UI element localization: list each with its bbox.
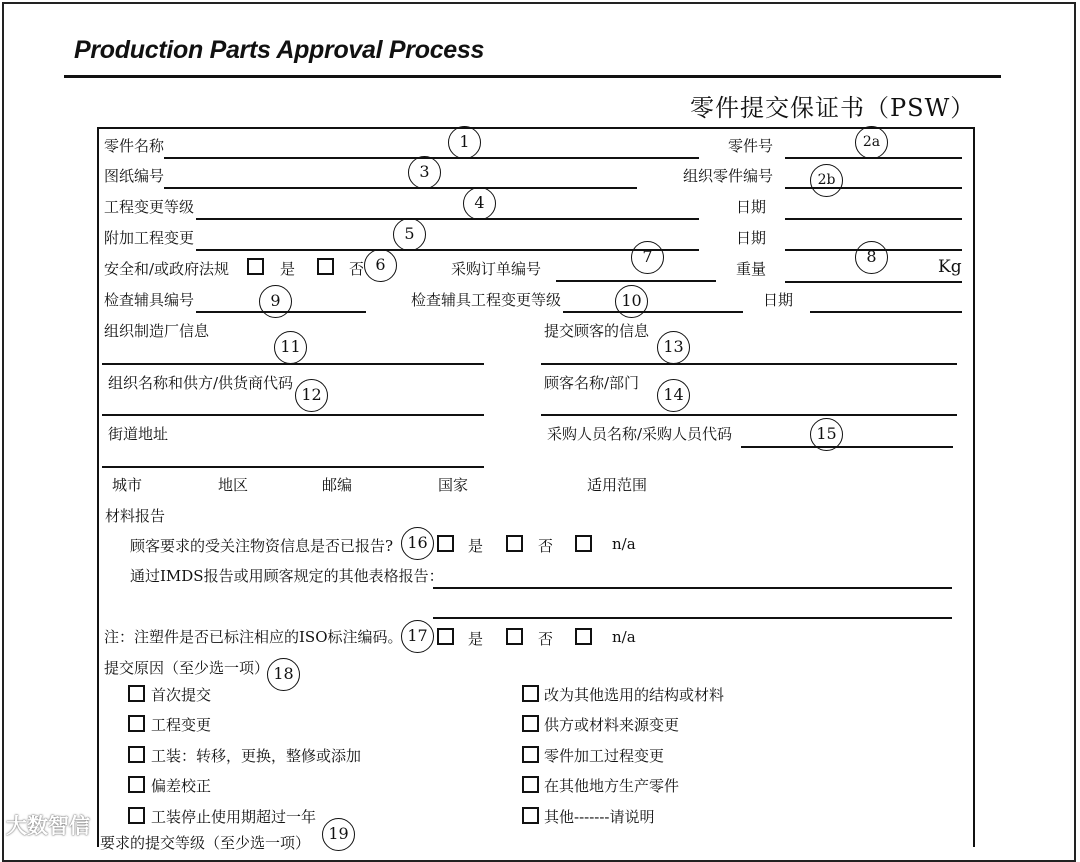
reason-label-other: 其他-------请说明 xyxy=(544,808,655,826)
marker-19: 19 xyxy=(322,818,355,851)
safety-regulation-label: 安全和/或政府法规 xyxy=(104,260,230,278)
customer-dept-label: 顾客名称/部门 xyxy=(544,374,640,392)
form-title: 零件提交保证书（PSW） xyxy=(690,94,976,122)
part-number-label: 零件号 xyxy=(728,137,774,155)
org-part-number-label: 组织零件编号 xyxy=(683,167,774,185)
marker-2b: 2b xyxy=(810,164,843,197)
substances-yes-label: 是 xyxy=(468,537,484,555)
weight-unit: Kg xyxy=(938,257,962,277)
reason-label-supplier-change: 供方或材料来源变更 xyxy=(544,716,680,734)
marker-18: 18 xyxy=(267,658,300,691)
marker-7: 7 xyxy=(631,241,664,274)
drawing-number-label: 图纸编号 xyxy=(104,167,165,185)
substances-na-label: n/a xyxy=(612,535,636,553)
date-field-3[interactable] xyxy=(810,311,962,313)
marker-14: 14 xyxy=(657,379,690,412)
reason-label-deviation: 偏差校正 xyxy=(151,777,212,795)
reason-checkbox-eng-change[interactable] xyxy=(128,715,145,732)
checking-aid-number-label: 检查辅具编号 xyxy=(104,291,195,309)
checking-aid-change-level-field[interactable] xyxy=(563,311,743,313)
reason-checkbox-tooling[interactable] xyxy=(128,746,145,763)
reason-checkbox-supplier-change[interactable] xyxy=(522,715,539,732)
eng-change-level-field[interactable] xyxy=(196,218,699,220)
iso-na-checkbox[interactable] xyxy=(575,628,592,645)
form-top-border xyxy=(97,127,975,129)
buyer-name-code-field[interactable] xyxy=(741,446,953,448)
marker-15: 15 xyxy=(810,418,843,451)
header-rule xyxy=(64,75,1001,78)
buyer-name-code-label: 采购人员名称/采购人员代码 xyxy=(547,425,733,443)
safety-no-checkbox[interactable] xyxy=(317,258,334,275)
weight-label: 重量 xyxy=(736,260,767,278)
weight-field[interactable] xyxy=(785,281,962,283)
iso-no-checkbox[interactable] xyxy=(506,628,523,645)
submission-level-label: 要求的提交等级（至少选一项） xyxy=(100,834,311,852)
reason-checkbox-other-location[interactable] xyxy=(522,776,539,793)
region-label: 地区 xyxy=(218,476,249,494)
imds-field-1[interactable] xyxy=(433,587,952,589)
marker-4: 4 xyxy=(463,187,496,220)
substances-yes-checkbox[interactable] xyxy=(437,535,454,552)
safety-yes-label: 是 xyxy=(280,260,296,278)
date-label-1: 日期 xyxy=(736,198,767,216)
marker-8: 8 xyxy=(855,241,888,274)
reason-checkbox-other[interactable] xyxy=(522,807,539,824)
substances-no-checkbox[interactable] xyxy=(506,535,523,552)
street-label: 街道地址 xyxy=(108,425,169,443)
reason-label-initial: 首次提交 xyxy=(151,686,212,704)
marker-12: 12 xyxy=(295,379,328,412)
reason-checkbox-tooling-inactive[interactable] xyxy=(128,807,145,824)
iso-no-label: 否 xyxy=(538,630,554,648)
customer-info-label: 提交顾客的信息 xyxy=(544,322,650,340)
country-label: 国家 xyxy=(438,476,469,494)
safety-no-label: 否 xyxy=(349,260,365,278)
imds-field-2[interactable] xyxy=(433,617,952,619)
city-label: 城市 xyxy=(112,476,143,494)
iso-yes-checkbox[interactable] xyxy=(437,628,454,645)
iso-note-label: 注：注塑件是否已标注相应的ISO标注编码。 xyxy=(104,628,403,646)
page-header: Production Parts Approval Process xyxy=(74,36,485,64)
drawing-number-field[interactable] xyxy=(164,187,637,189)
reason-checkbox-initial[interactable] xyxy=(128,685,145,702)
marker-3: 3 xyxy=(408,156,441,189)
marker-17: 17 xyxy=(401,620,434,653)
marker-1: 1 xyxy=(448,126,481,159)
watermark: 大数智信 xyxy=(6,814,90,838)
form-left-border xyxy=(97,127,99,847)
marker-11: 11 xyxy=(274,331,307,364)
date-label-2: 日期 xyxy=(736,229,767,247)
substances-na-checkbox[interactable] xyxy=(575,535,592,552)
mfg-info-label: 组织制造厂信息 xyxy=(104,322,210,340)
reason-checkbox-deviation[interactable] xyxy=(128,776,145,793)
postal-label: 邮编 xyxy=(322,476,353,494)
customer-info-field[interactable] xyxy=(541,363,957,365)
mfg-info-field[interactable] xyxy=(102,363,484,365)
substances-question: 顾客要求的受关注物资信息是否已报告? xyxy=(130,537,394,555)
part-name-label: 零件名称 xyxy=(104,137,165,155)
date-field-1[interactable] xyxy=(785,218,962,220)
reason-label-tooling: 工装：转移，更换，整修或添加 xyxy=(151,747,362,765)
additional-eng-change-field[interactable] xyxy=(196,249,699,251)
marker-10: 10 xyxy=(615,285,648,318)
street-field[interactable] xyxy=(102,466,484,468)
marker-2a: 2a xyxy=(855,126,888,159)
marker-6: 6 xyxy=(364,249,397,282)
imds-label: 通过IMDS报告或用顾客规定的其他表格报告： xyxy=(130,567,444,585)
materials-report-label: 材料报告 xyxy=(105,507,166,525)
checking-aid-change-level-label: 检查辅具工程变更等级 xyxy=(411,291,562,309)
marker-13: 13 xyxy=(657,331,690,364)
reason-label-tooling-inactive: 工装停止使用期超过一年 xyxy=(151,808,317,826)
reason-label-alt-material: 改为其他选用的结构或材料 xyxy=(544,686,725,704)
reason-label: 提交原因（至少选一项） xyxy=(104,659,270,677)
marker-9: 9 xyxy=(259,285,292,318)
substances-no-label: 否 xyxy=(538,537,554,555)
application-label: 适用范围 xyxy=(587,476,648,494)
reason-label-other-location: 在其他地方生产零件 xyxy=(544,777,680,795)
additional-eng-change-label: 附加工程变更 xyxy=(104,229,195,247)
org-name-code-field[interactable] xyxy=(102,414,484,416)
customer-dept-field[interactable] xyxy=(541,414,957,416)
eng-change-level-label: 工程变更等级 xyxy=(104,198,195,216)
date-label-3: 日期 xyxy=(763,291,794,309)
reason-checkbox-process-change[interactable] xyxy=(522,746,539,763)
marker-16: 16 xyxy=(401,527,434,560)
form-right-border xyxy=(973,127,975,847)
po-number-field[interactable] xyxy=(556,280,716,282)
marker-5: 5 xyxy=(393,218,426,251)
reason-label-eng-change: 工程变更 xyxy=(151,716,212,734)
po-number-label: 采购订单编号 xyxy=(451,260,542,278)
reason-checkbox-alt-material[interactable] xyxy=(522,685,539,702)
reason-label-process-change: 零件加工过程变更 xyxy=(544,747,665,765)
org-name-code-label: 组织名称和供方/供货商代码 xyxy=(108,374,294,392)
iso-na-label: n/a xyxy=(612,628,636,646)
safety-yes-checkbox[interactable] xyxy=(247,258,264,275)
iso-yes-label: 是 xyxy=(468,630,484,648)
